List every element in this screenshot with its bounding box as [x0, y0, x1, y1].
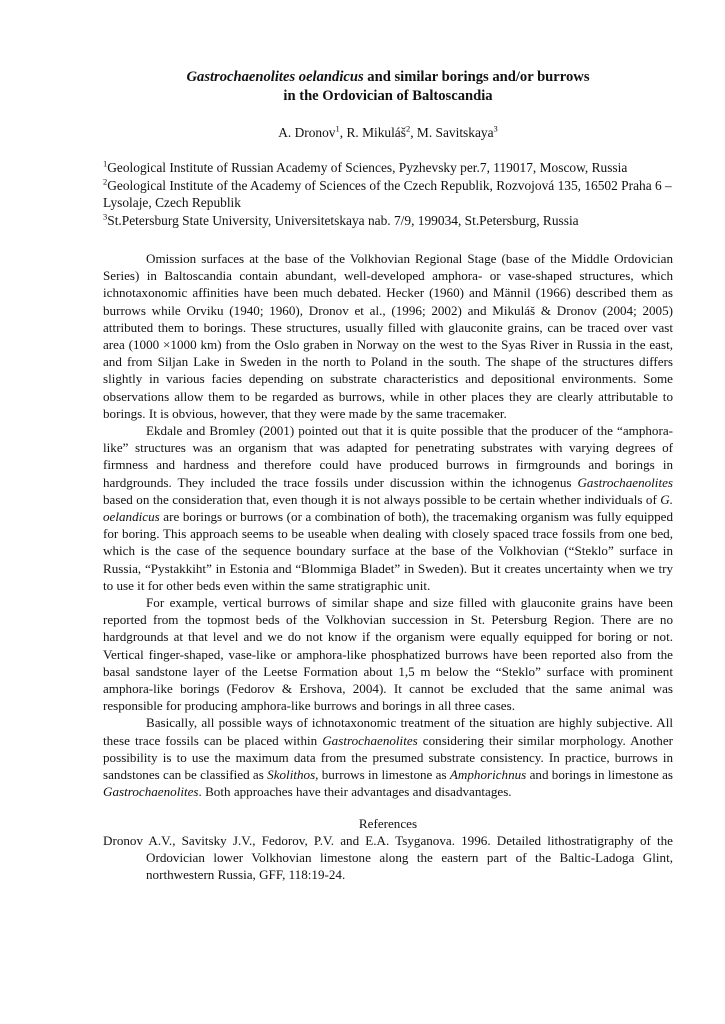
abstract-body	[103, 250, 673, 801]
body-paragraph: For example, vertical burrows of similar shape and size filled with glauconite grains have been reported from the topmost beds of the Volkhovian succession in St. Petersburg Region. There are no hardgrounds at that level and we do not know if the organism were equally equipped for boring or not. Vertical finger-shaped, vase-like or amphora-like phosphatized burrows have been reported also from the basal sandstone layer of the Leetse Formation about 1,5 m below the “Steklo” surface with prominent amphora-like borings (Fedorov & Ershova, 2004). It cannot be excluded that the same animal was responsible for producing amphora-like burrows and borings in all three cases.	[103, 595, 673, 714]
text-run: Basically, all possible ways of ichnotaxonomic treatment of the situation are highly subjective. All these trace fossils can be placed within	[103, 715, 673, 748]
references-heading: References	[358, 815, 418, 831]
affil-marker: 1	[103, 158, 108, 169]
body-paragraph	[103, 422, 673, 594]
body-paragraph	[103, 714, 673, 800]
author-affil-marker: 3	[493, 123, 498, 134]
author-name: R. Mikuláš	[346, 125, 406, 140]
author-affil-marker: 2	[405, 123, 411, 134]
reference-entry: Dronov A.V., Savitsky J.V., Fedorov, P.V. and E.A. Tsyganova. 1996. Detailed lithostratigraphy of the Ordovician lower Volkhovian limestone along the eastern part of the Baltic-Ladoga Glint, northwestern Russia, GFF, 118:19-24.	[103, 832, 673, 882]
author-name: A. Dronov	[278, 125, 336, 140]
affil-marker: 2	[103, 176, 108, 187]
affiliation	[103, 159, 673, 177]
body-paragraph: Omission surfaces at the base of the Volkhovian Regional Stage (base of the Middle Ordovician Series) in Baltoscandia contain abundant, well-developed amphora- or vase-shaped structures, which ichnotaxonomic affinities have been much debated. Hecker (1960) and Männil (1966) described them as burrows while Orviku (1940; 1960), Dronov et al., (1996; 2002) and Mikuláš & Dronov (2004; 2005) attributed them to borings. These structures, usually filled with glauconite grains, can be traced over vast area (1000 ×1000 km) from the Oslo graben in Norway on the west to the Syas River in Russia in the east, and from Siljan Lake in Sweden in the north to Poland in the south. The shape of the structures differs slightly in various facies depending on substrate characteristics and depositional environments. Some observations allow them to be regarded as burrows, while in other places they are clearly attributable to borings. It is obvious, however, that they were made by the same tracemaker.	[103, 251, 673, 421]
affiliation-text: Geological Institute of the Academy of Sciences of the Czech Republik, Rozvojová 135, 16502 Praha 6 – Lysolaje, Czech Republik	[103, 177, 672, 210]
genus-name: Gastrochaenolites	[103, 784, 199, 800]
text-run: , burrows in limestone as	[315, 767, 450, 783]
genus-name: Amphorichnus	[449, 767, 527, 783]
affiliation-text: St.Petersburg State University, Universitetskaya nab. 7/9, 199034, St.Petersburg, Russia	[107, 212, 579, 228]
affiliations	[103, 159, 673, 229]
text-run: Ekdale and Bromley (2001) pointed out that it is quite possible that the producer of the “amphora-like” structures was an organism that was adapted for penetrating substrates with varying degrees of firmness and hardness and therefore could have produced burrows in firmgrounds and borings in hardgrounds. They included the trace fossils under discussion within the ichnogenus	[103, 423, 673, 490]
text-run: are borings or burrows (or a combination of both), the tracemaking organism was fully equipped for boring. This approach seems to be useable when dealing with closely spaced trace fossils from one bed, which is the case of the sequence boundary surface at the base of the Volkhovian (“Steklo” surface in Russia, “Pystakkiht” in Estonia and “Blommiga Bladet” in Sweden). But it creates uncertainty when we try to use it for other beds even within the same stratigraphic unit.	[103, 509, 673, 593]
title-rest-line1: and similar borings and/or burrows	[363, 69, 590, 85]
title-line2: in the Ordovician of Baltoscandia	[283, 88, 493, 104]
paper-title	[103, 68, 673, 106]
text-run: and borings in limestone as	[526, 767, 673, 783]
author-name: M. Savitskaya	[416, 125, 494, 140]
author-affil-marker: 1	[335, 123, 340, 134]
species-name: G. oelandicus	[103, 491, 673, 525]
genus-name: Skolithos	[267, 767, 316, 783]
affiliation	[103, 212, 673, 230]
text-run: . Both approaches have their advantages and disadvantages.	[198, 784, 512, 800]
text-run: based on the consideration that, even though it is not always possible to be certain whether individuals of	[103, 491, 661, 507]
genus-name: Gastrochaenolites	[322, 732, 418, 748]
text-run: considering their similar morphology. Another possibility is to use the maximum data from the presumed substrate consistency. In practice, burrows in sandstones can be classified as	[103, 732, 673, 783]
author-list: A. Dronov$^1$, R. Mikuláš$^2$, M. Savitskaya$^3$	[278, 123, 498, 140]
genus-name: Gastrochaenolites	[577, 474, 673, 490]
paper-page	[103, 68, 673, 883]
affil-marker: 3	[103, 211, 108, 222]
title-italic-part: Gastrochaenolites oelandicus	[186, 69, 364, 85]
affiliation	[103, 177, 673, 212]
affiliation-text: Geological Institute of Russian Academy of Sciences, Pyzhevsky per.7, 119017, Moscow, Russia	[107, 160, 628, 175]
